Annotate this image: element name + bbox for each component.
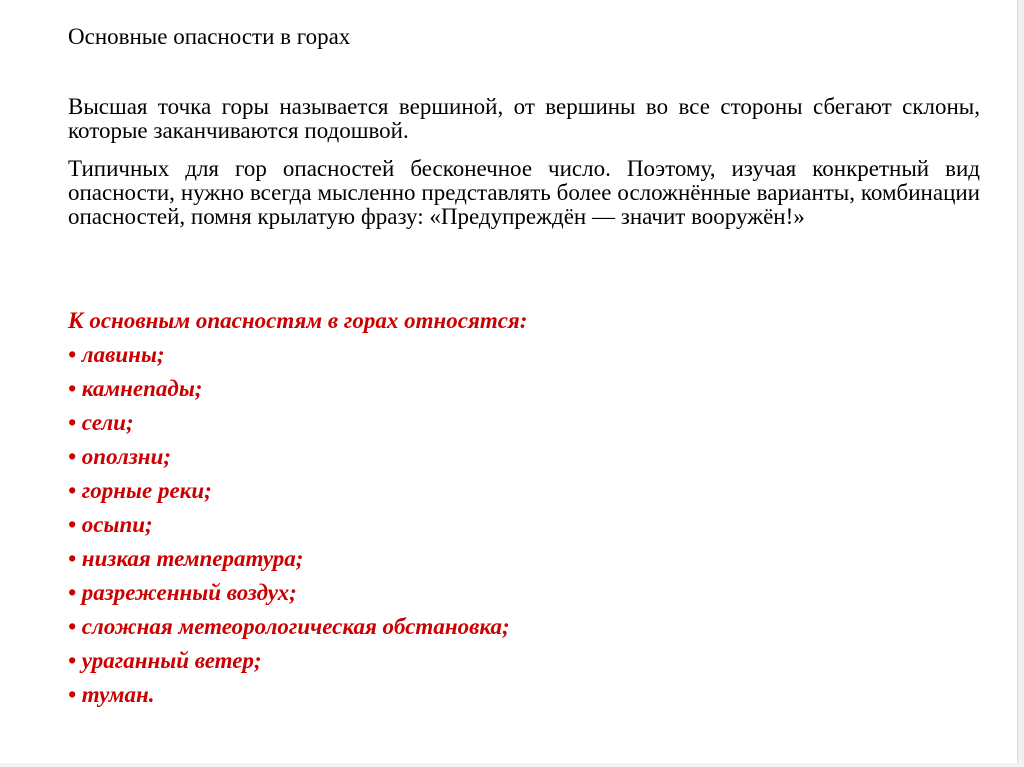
paragraph-summit: Высшая точка горы называется вершиной, от вершины во все стороны сбегают склоны, которые заканчиваются подошвой.	[68, 94, 980, 143]
list-item: • горные реки;	[68, 478, 212, 503]
list-item: • разреженный воздух;	[68, 580, 297, 605]
list-item: • оползни;	[68, 444, 172, 469]
list-item: • лавины;	[68, 342, 165, 367]
list-item: • осыпи;	[68, 512, 153, 537]
list-item: • сели;	[68, 410, 134, 435]
viewer-bottom-edge	[0, 763, 1024, 767]
list-item: • туман.	[68, 682, 155, 707]
list-item: • низкая температура;	[68, 546, 304, 571]
paragraph-dangers: Типичных для гор опасностей бесконечное число. Поэтому, изучая конкретный вид опасности, нужно всегда мысленно представлять более осложнённые варианты, комбинации опасностей, помня крылатую фразу: «Предупреждён — значит вооружён!»	[68, 156, 980, 229]
dangers-list	[68, 304, 980, 712]
viewer-right-edge	[1017, 0, 1024, 767]
list-item: • сложная метеорологическая обстановка;	[68, 614, 510, 639]
slide-title: Основные опасности в горах	[68, 24, 351, 49]
dangers-list-heading: К основным опасностям в горах относятся:	[68, 308, 528, 333]
list-item: • камнепады;	[68, 376, 203, 401]
list-item: • ураганный ветер;	[68, 648, 262, 673]
